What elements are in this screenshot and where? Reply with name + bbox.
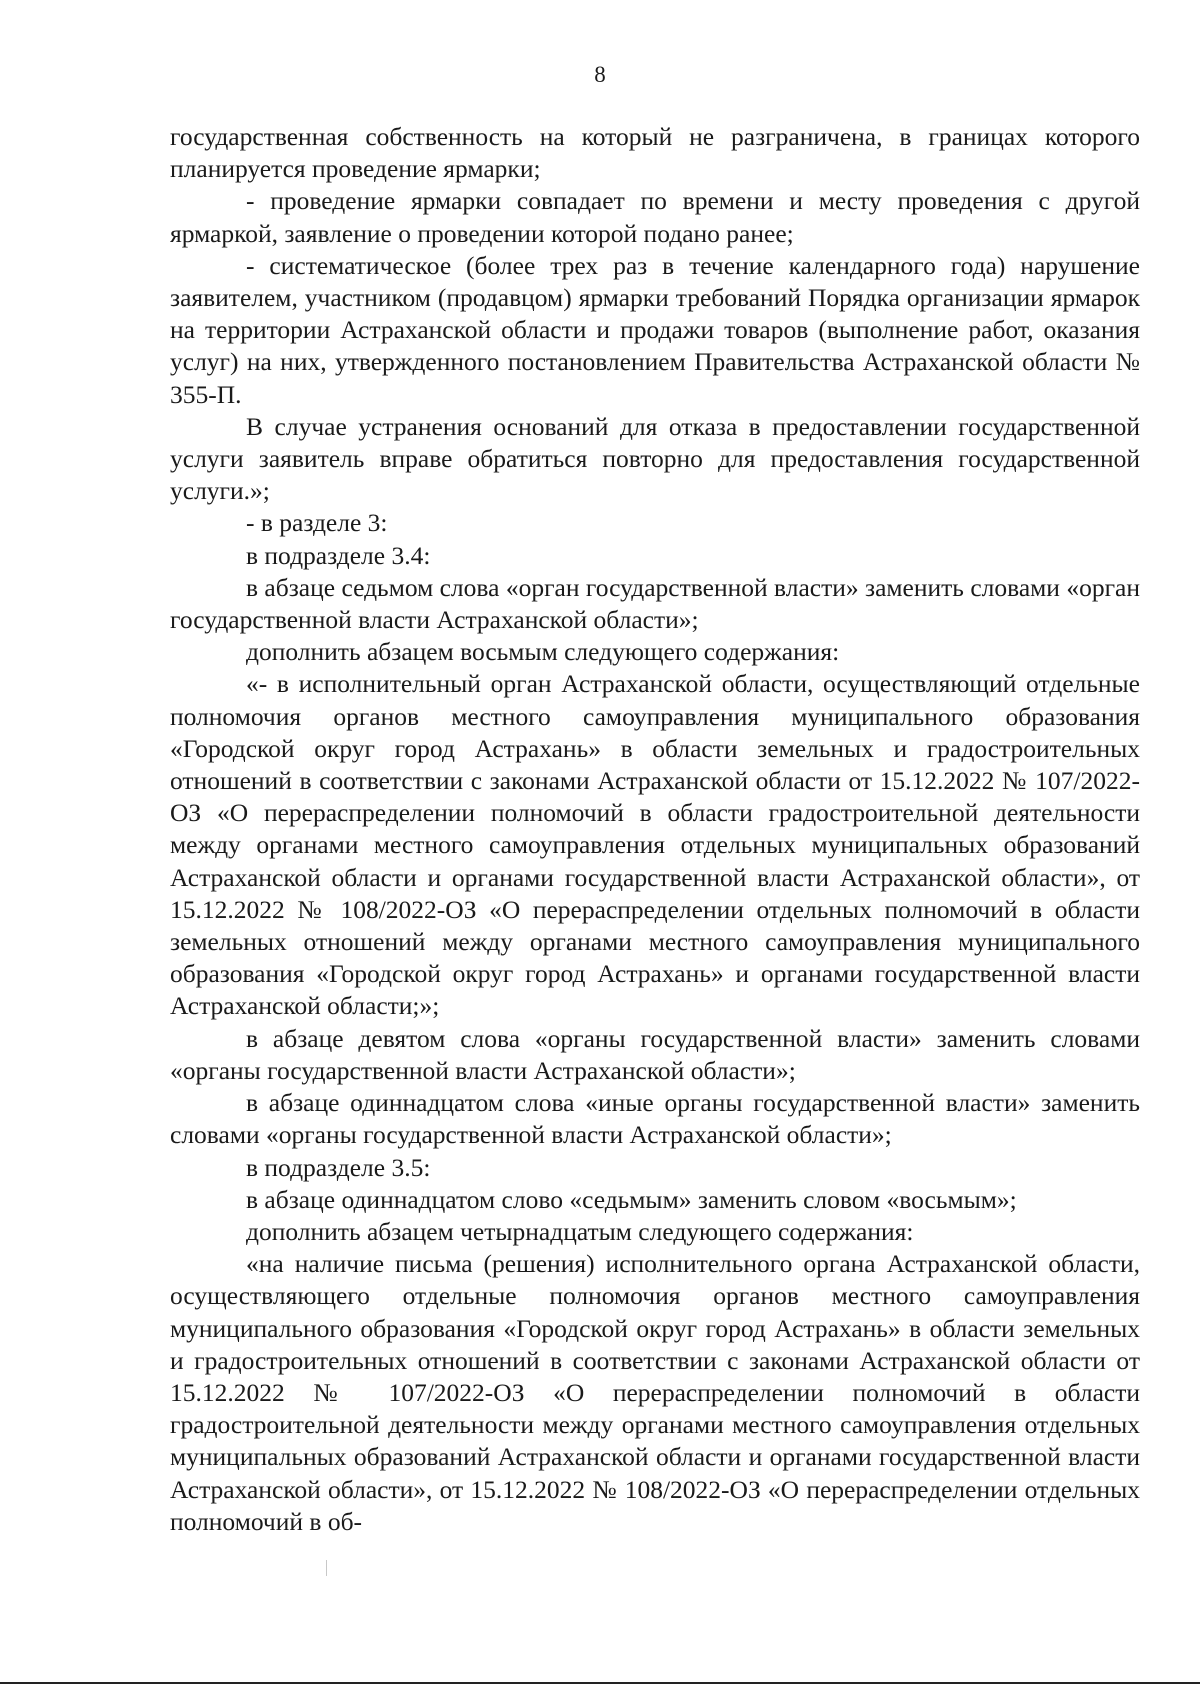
page-number: 8 xyxy=(594,62,606,87)
paragraph-eighth-text: «- в исполнительный орган Астраханской области, осуществляющий отдельные полномочия органов местного самоуправления муниципального образования «Городской округ город Астрахань» в области земельных и градостроительных отношений в соответствии с законами Астраханской области от 15.12.2022 № 107/2022-ОЗ «О перераспределении полномочий в области градостроительной деятельности между органами местного самоуправления отдельных муниципальных образований Астраханской области и органами государственной власти Астраханской области», от 15.12.2022 № 108/2022-ОЗ «О перераспределении отдельных полномочий в области земельных отношений между органами местного самоуправления муниципального образования «Городской округ город Астрахань» и органами государственной власти Астраханской области;»; xyxy=(170,669,1140,1021)
paragraph-amend-seventh: в абзаце седьмом слова «орган государственной власти» заменить словами «орган государственной власти Астраханской области»; xyxy=(170,572,1140,635)
paragraph-repeat-application: В случае устранения оснований для отказа в предоставлении государственной услуги заявитель вправе обратиться повторно для предоставления государственной услуги.»; xyxy=(170,411,1140,506)
scan-artifact xyxy=(326,1560,327,1576)
paragraph-add-eighth: дополнить абзацем восьмым следующего содержания: xyxy=(246,637,840,667)
paragraph-systematic-violation: - систематическое (более трех раз в течение календарного года) нарушение заявителем, участником (продавцом) ярмарки требований Порядка организации ярмарок на территории Астраханской области и продажи товаров (выполнение работ, оказания услуг) на них, утвержденного постановлением Правительства Астраханской области № 355-П. xyxy=(170,250,1140,409)
document-body xyxy=(170,121,1140,1538)
paragraph-amend-eleventh: в абзаце одиннадцатом слова «иные органы государственной власти» заменить словами «органы государственной власти Астраханской области»; xyxy=(170,1088,1140,1150)
paragraph-section-3: - в разделе 3: xyxy=(246,508,388,538)
paragraph-continuation: государственная собственность на который не разграничена, в границах которого планируется проведение ярмарки; xyxy=(170,122,1140,184)
paragraph-subsection-3-5: в подразделе 3.5: xyxy=(246,1152,431,1182)
paragraph-fair-time-conflict: - проведение ярмарки совпадает по времени и месту проведения с другой ярмаркой, заявление о проведении которой подано ранее; xyxy=(170,186,1140,248)
paragraph-fourteenth-text: «на наличие письма (решения) исполнительного органа Астраханской области, осуществляющего отдельные полномочия органов местного самоуправления муниципального образования «Городской округ город Астрахань» в области земельных и градостроительных отношений в соответствии с законами Астраханской области от 15.12.2022 № 107/2022-ОЗ «О перераспределении полномочий в области градостроительной деятельности между органами местного самоуправления отдельных муниципальных образований Астраханской области и органами государственной власти Астраханской области», от 15.12.2022 № 108/2022-ОЗ «О перераспределении отдельных полномочий в об- xyxy=(170,1249,1140,1536)
paragraph-replace-word: в абзаце одиннадцатом слово «седьмым» заменить словом «восьмым»; xyxy=(246,1184,1017,1214)
bottom-edge-line xyxy=(0,1682,1200,1684)
paragraph-amend-ninth: в абзаце девятом слова «органы государственной власти» заменить словами «органы государственной власти Астраханской области»; xyxy=(170,1023,1140,1085)
paragraph-add-fourteenth: дополнить абзацем четырнадцатым следующего содержания: xyxy=(246,1216,914,1246)
paragraph-subsection-3-4: в подразделе 3.4: xyxy=(246,540,431,570)
